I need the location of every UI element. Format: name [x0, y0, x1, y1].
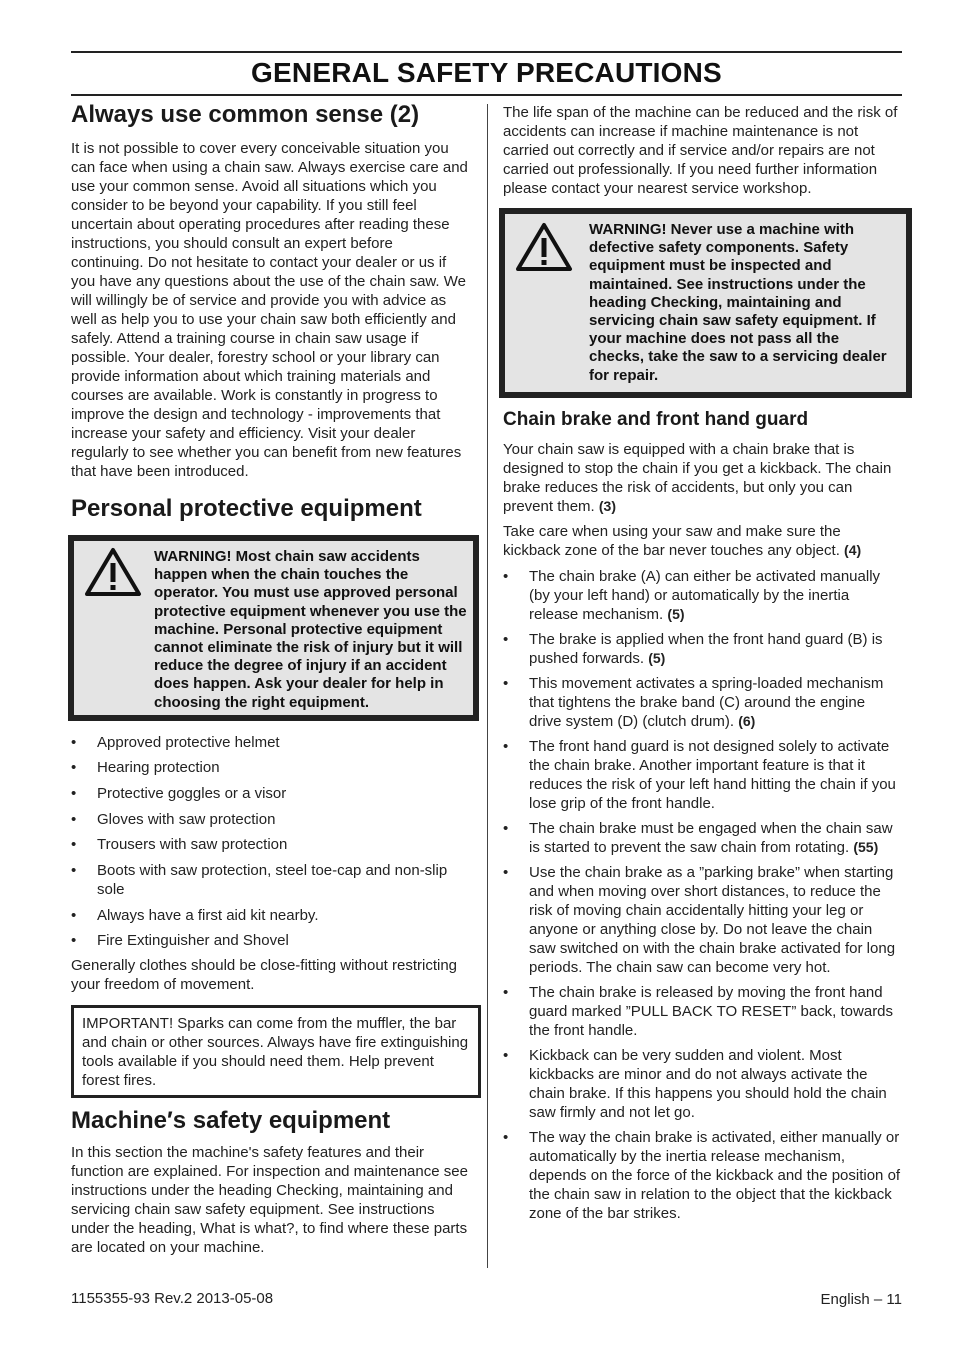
- left-column: [71, 100, 469, 1257]
- footer-page-number: English – 11: [820, 1291, 902, 1308]
- list-item-text: The chain brake (A) can either be activated manually (by your left hand) or automatically by the inertia release mechanism.: [529, 567, 881, 623]
- list-item-text: This movement activates a spring-loaded mechanism that tightens the brake band (C) around the engine drive system (D) (clutch drum).: [529, 674, 884, 730]
- ppe-list: [71, 733, 469, 950]
- figure-ref: (6): [738, 712, 756, 729]
- warning-triangle-icon: [84, 547, 142, 597]
- machine-safety-body: In this section the machine's safety features and their function are explained. For inspection and maintenance see instructions under the heading Checking, maintaining and servicing chain saw safety equipment. See instructions under the heading, What is what?, to find where these parts are located on your machine.: [71, 1143, 468, 1256]
- chain-brake-para-2-text: Take care when using your saw and make sure the kickback zone of the bar never touches any object.: [503, 522, 845, 559]
- list-item: • Trousers with saw protection: [71, 835, 469, 854]
- figure-ref: (3): [598, 497, 617, 514]
- figure-ref: (55): [853, 838, 879, 855]
- heading-common-sense: Always use common sense (2): [71, 101, 420, 128]
- list-item: [503, 737, 901, 813]
- clothing-note: Generally clothes should be close-fitting without restricting your freedom of movement.: [71, 956, 458, 993]
- list-item: [503, 567, 901, 624]
- list-item: [503, 630, 901, 668]
- list-item-text: The brake is applied when the front hand guard (B) is pushed forwards.: [529, 630, 883, 667]
- chain-brake-para-2: [503, 522, 901, 560]
- right-column: [503, 103, 901, 1223]
- important-box: IMPORTANT! Sparks can come from the muffler, the bar and chain or other sources. Always have fire extinguishing tools available if you should need them. Help prevent forest fires.: [71, 1005, 481, 1098]
- list-item: [503, 1128, 901, 1223]
- chain-brake-para-1-text: Your chain saw is equipped with a chain brake that is designed to stop the chain if you get a kickback. The chain brake reduces the risk of accidents, but only you can prevent them.: [503, 440, 892, 515]
- maintenance-intro: The life span of the machine can be reduced and the risk of accidents can increase if machine maintenance is not carried out correctly and if service and/or repairs are not carried out professionally. If you need further information please contact your nearest service workshop.: [503, 104, 898, 197]
- list-item: • Protective goggles or a visor: [71, 784, 469, 803]
- list-item-text: Kickback can be very sudden and violent. Most kickbacks are minor and do not always activate the chain brake. If this happens you should hold the chain saw firmly and not let go.: [529, 1046, 887, 1121]
- heading-machine-safety: Machine′s safety equipment: [71, 1106, 391, 1134]
- list-item: [503, 819, 901, 857]
- list-item-text: The chain brake is released by moving the front hand guard marked ”PULL BACK TO RESET” back, towards the front handle.: [529, 983, 894, 1039]
- list-item: • Boots with saw protection, steel toe-cap and non-slip sole: [71, 861, 469, 899]
- chain-brake-list: [503, 567, 901, 1223]
- list-item: • Gloves with saw protection: [71, 810, 469, 829]
- list-item: [503, 1046, 901, 1122]
- footer-doc-id: 1155355-93 Rev.2 2013-05-08: [71, 1290, 274, 1307]
- list-item: • Fire Extinguisher and Shovel: [71, 931, 469, 950]
- column-divider: [487, 104, 488, 1268]
- list-item-text: The front hand guard is not designed solely to activate the chain brake. Another important feature is that it reduces the risk of your left hand hitting the chain if you lose grip of the front handle.: [529, 737, 896, 812]
- list-item-text: Use the chain brake as a ”parking brake” when starting and when moving over short distances, to reduce the risk of moving chain accidentally hitting your leg or anyone or anything close by. Do not leave the chain saw switched on with the chain brake activated for long periods. The chain saw can become very hot.: [529, 863, 896, 976]
- chain-brake-para-1: [503, 440, 901, 516]
- common-sense-body: It is not possible to cover every conceivable situation you can face when using a chain saw. Always exercise care and use your common sense. Avoid all situations which you consider to be beyond your capability. If you still feel uncertain about operating procedures after reading these instructions, you should consult an expert before continuing. Do not hesitate to contact your dealer or us if you have any questions about the use of the chain saw. We will willingly be of service and provide you with advice as well as help you to use your chain saw both efficiently and safely. Attend a training course in chain saw usage if possible. Your dealer, forestry school or your library can provide information about which training materials and courses are available. Work is constantly in progress to improve the design and technology - improvements that increase your safety and efficiency. Visit your dealer regularly to see whether you can benefit from new features that have been introduced.: [71, 140, 468, 480]
- list-item: • Hearing protection: [71, 758, 469, 777]
- heading-ppe: Personal protective equipment: [71, 495, 422, 522]
- list-item-text: The chain brake must be engaged when the chain saw is started to prevent the saw chain from rotating.: [529, 819, 893, 856]
- figure-ref: (5): [667, 605, 685, 622]
- list-item: • Always have a first aid kit nearby.: [71, 906, 469, 925]
- list-item-text: The way the chain brake is activated, either manually or automatically by the inertia release mechanism, depends on the force of the kickback and the position of the chain saw in relation to the object that the kickback zone of the bar strikes.: [529, 1128, 901, 1222]
- warning-triangle-icon: [515, 222, 573, 272]
- safety-components-warning-text: WARNING! Never use a machine with defective safety components. Safety equipment must be inspected and maintained. See instructions under the heading Checking, maintaining and servicing chain saw safety equipment. If your machine does not pass all the checks, take the saw to a servicing dealer for repair.: [589, 221, 887, 384]
- list-item: • Approved protective helmet: [71, 733, 469, 752]
- ppe-warning-box: [68, 535, 479, 721]
- page-title: GENERAL SAFETY PRECAUTIONS: [251, 57, 722, 88]
- list-item: [503, 983, 901, 1040]
- figure-ref: (4): [844, 541, 862, 558]
- heading-chain-brake: Chain brake and front hand guard: [503, 408, 809, 430]
- figure-ref: (5): [648, 649, 666, 666]
- top-rule: [71, 51, 902, 53]
- safety-components-warning-box: [499, 208, 912, 398]
- list-item: [503, 674, 901, 731]
- ppe-warning-text: WARNING! Most chain saw accidents happen when the chain touches the operator. You must use approved personal protective equipment whenever you use the machine. Personal protective equipment cannot eliminate the risk of injury but it will reduce the degree of injury if an accident does happen. Ask your dealer for help in choosing the right equipment.: [154, 548, 467, 711]
- title-rule: [71, 94, 902, 96]
- list-item: [503, 863, 901, 977]
